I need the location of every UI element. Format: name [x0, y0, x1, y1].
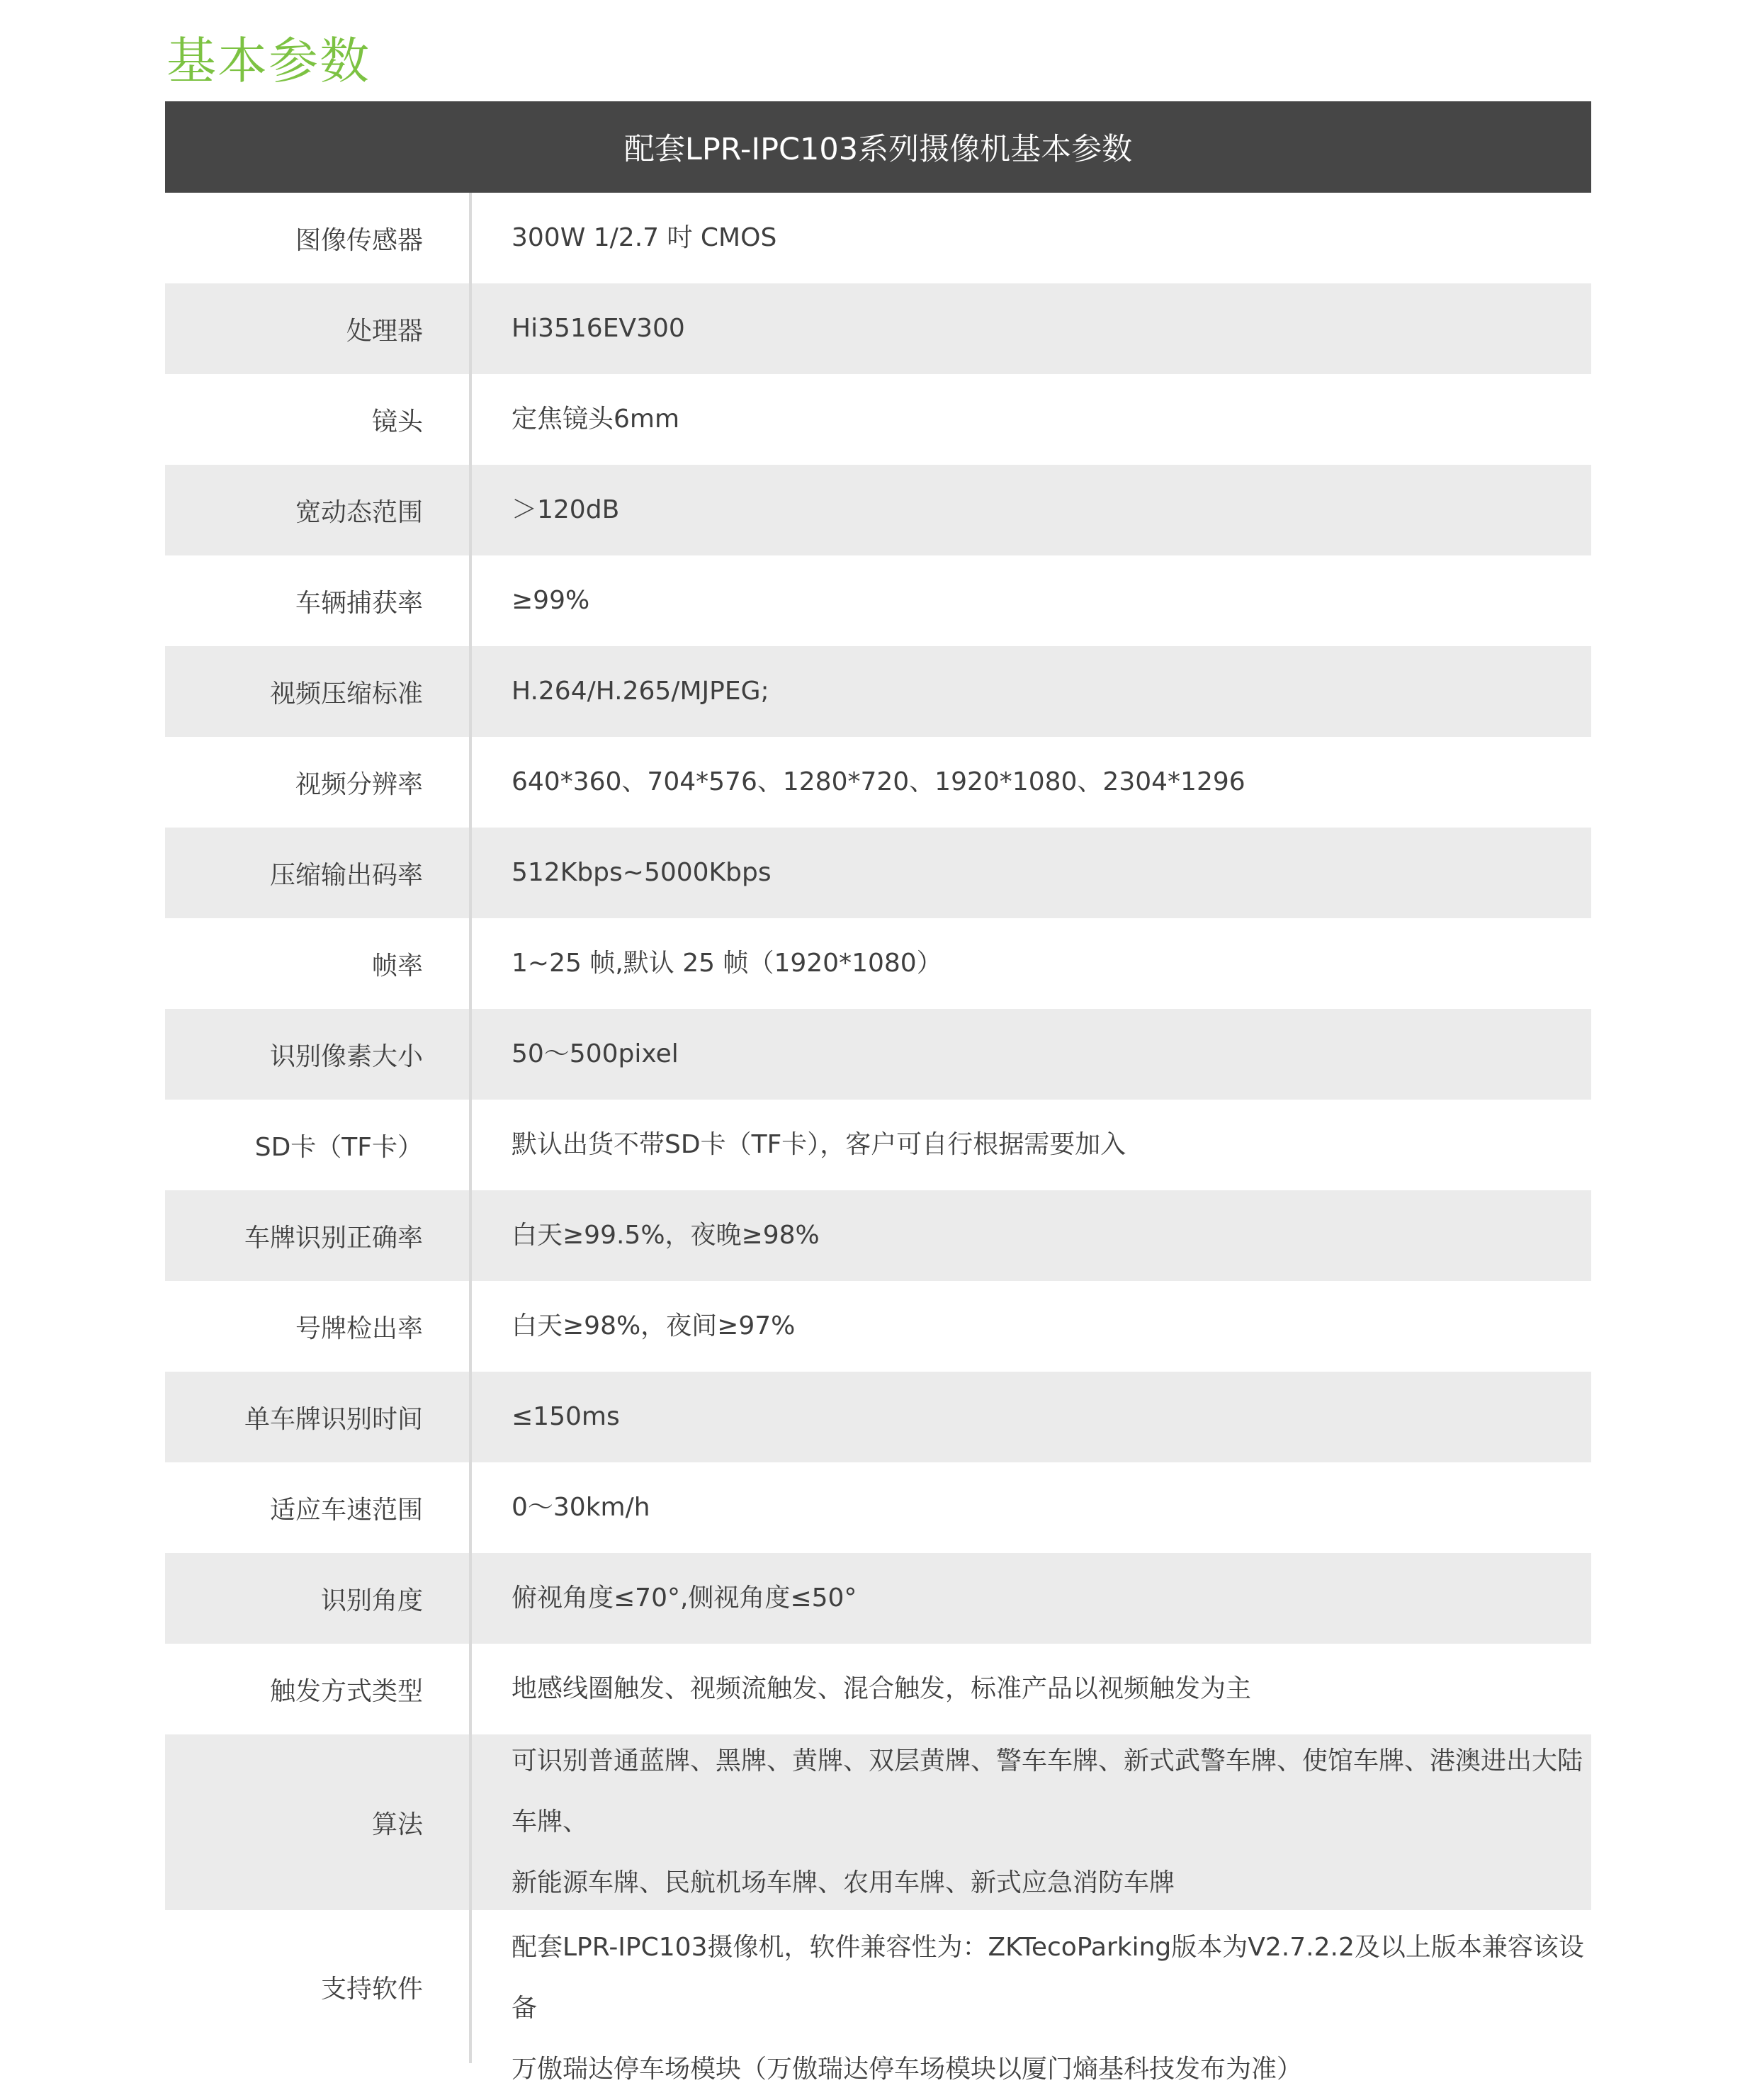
table-row [165, 1553, 1591, 1644]
spec-value-line: 可识别普通蓝牌、黑牌、黄牌、双层黄牌、警车车牌、新式武警车牌、使馆车牌、港澳进出大陆车牌、 [512, 1746, 1583, 1836]
spec-value [472, 193, 1591, 283]
table-row [165, 283, 1591, 374]
spec-label: 识别角度 [320, 1586, 423, 1615]
spec-label: 帧率 [371, 951, 423, 981]
table-row [165, 646, 1591, 737]
spec-value [472, 1910, 1591, 2084]
spec-label: 压缩输出码率 [269, 860, 423, 890]
spec-label: 识别像素大小 [269, 1041, 423, 1071]
table-row [165, 1910, 1591, 2084]
spec-value-line: H.264/H.265/MJPEG; [512, 677, 769, 706]
spec-value-line: 白天≥98%，夜间≥97% [512, 1311, 796, 1340]
table-row [165, 737, 1591, 828]
spec-value [472, 1009, 1591, 1100]
spec-value-line: ≤150ms [512, 1402, 620, 1431]
spec-label: 视频压缩标准 [269, 679, 423, 709]
spec-value-line: 白天≥99.5%，夜晚≥98% [512, 1221, 820, 1250]
spec-value [472, 1553, 1591, 1644]
spec-value [472, 1372, 1591, 1462]
spec-value [472, 918, 1591, 1009]
spec-value-line: 1~25 帧,默认 25 帧（1920*1080） [512, 949, 942, 978]
spec-value-line: 地感线圈触发、视频流触发、混合触发，标准产品以视频触发为主 [512, 1674, 1252, 1703]
spec-value-line: 300W 1/2.7 吋 CMOS [512, 223, 777, 252]
spec-label: 图像传感器 [295, 225, 423, 255]
spec-value-line: 0～30km/h [512, 1493, 650, 1522]
table-row [165, 1190, 1591, 1281]
spec-label: 镜头 [371, 407, 423, 436]
spec-value [472, 1644, 1591, 1734]
table-row [165, 1009, 1591, 1100]
spec-value-line: ＞120dB [512, 495, 620, 524]
spec-label: 触发方式类型 [269, 1676, 423, 1706]
spec-value [472, 737, 1591, 828]
spec-value [472, 555, 1591, 646]
spec-value [472, 374, 1591, 465]
spec-value [472, 646, 1591, 737]
spec-label: 车辆捕获率 [295, 588, 423, 618]
table-row [165, 1644, 1591, 1734]
spec-label: 适应车速范围 [269, 1495, 423, 1525]
table-row [165, 1462, 1591, 1553]
table-row [165, 918, 1591, 1009]
spec-label: 支持软件 [320, 1974, 423, 2004]
spec-table [165, 101, 1591, 2084]
spec-label: 车牌识别正确率 [244, 1223, 423, 1253]
spec-value [472, 1462, 1591, 1553]
spec-value-line: 512Kbps~5000Kbps [512, 858, 772, 887]
spec-value-line: 俯视角度≤70°,侧视角度≤50° [512, 1584, 857, 1613]
page-title: 基本参数 [166, 32, 371, 90]
spec-value-line: ≥99% [512, 586, 590, 615]
table-row [165, 828, 1591, 918]
spec-label: 视频分辨率 [295, 769, 423, 799]
spec-value-line: 50～500pixel [512, 1039, 679, 1068]
spec-rows [165, 193, 1591, 2084]
spec-label: 号牌检出率 [295, 1314, 423, 1343]
table-row [165, 465, 1591, 555]
spec-label: 算法 [371, 1810, 423, 1839]
spec-label: 单车牌识别时间 [244, 1404, 423, 1434]
table-row [165, 1281, 1591, 1372]
spec-value-line: Hi3516EV300 [512, 314, 685, 343]
spec-value-line: 配套LPR-IPC103摄像机，软件兼容性为：ZKTecoParking版本为V2.7.2.2及以上版本兼容该设备 [512, 1933, 1584, 2023]
spec-value-line: 定焦镜头6mm [512, 405, 680, 434]
spec-value-line: 新能源车牌、民航机场车牌、农用车牌、新式应急消防车牌 [512, 1868, 1175, 1897]
table-row [165, 1372, 1591, 1462]
spec-value [472, 1734, 1591, 1910]
spec-value-line: 万傲瑞达停车场模块（万傲瑞达停车场模块以厦门熵基科技发布为准） [512, 2055, 1303, 2084]
table-row [165, 374, 1591, 465]
table-row [165, 1734, 1591, 1910]
spec-label: SD卡（TF卡） [254, 1132, 423, 1162]
spec-label: 处理器 [346, 316, 423, 346]
table-row [165, 193, 1591, 283]
spec-value-line: 默认出货不带SD卡（TF卡），客户可自行根据需要加入 [512, 1130, 1126, 1159]
table-row [165, 1100, 1591, 1190]
spec-value [472, 1281, 1591, 1372]
table-header: 配套LPR-IPC103系列摄像机基本参数 [165, 101, 1591, 193]
spec-value [472, 283, 1591, 374]
spec-value [472, 1100, 1591, 1190]
spec-value [472, 828, 1591, 918]
table-row [165, 555, 1591, 646]
spec-value [472, 1190, 1591, 1281]
spec-value-line: 640*360、704*576、1280*720、1920*1080、2304*1296 [512, 767, 1245, 796]
spec-value [472, 465, 1591, 555]
spec-label: 宽动态范围 [295, 497, 423, 527]
